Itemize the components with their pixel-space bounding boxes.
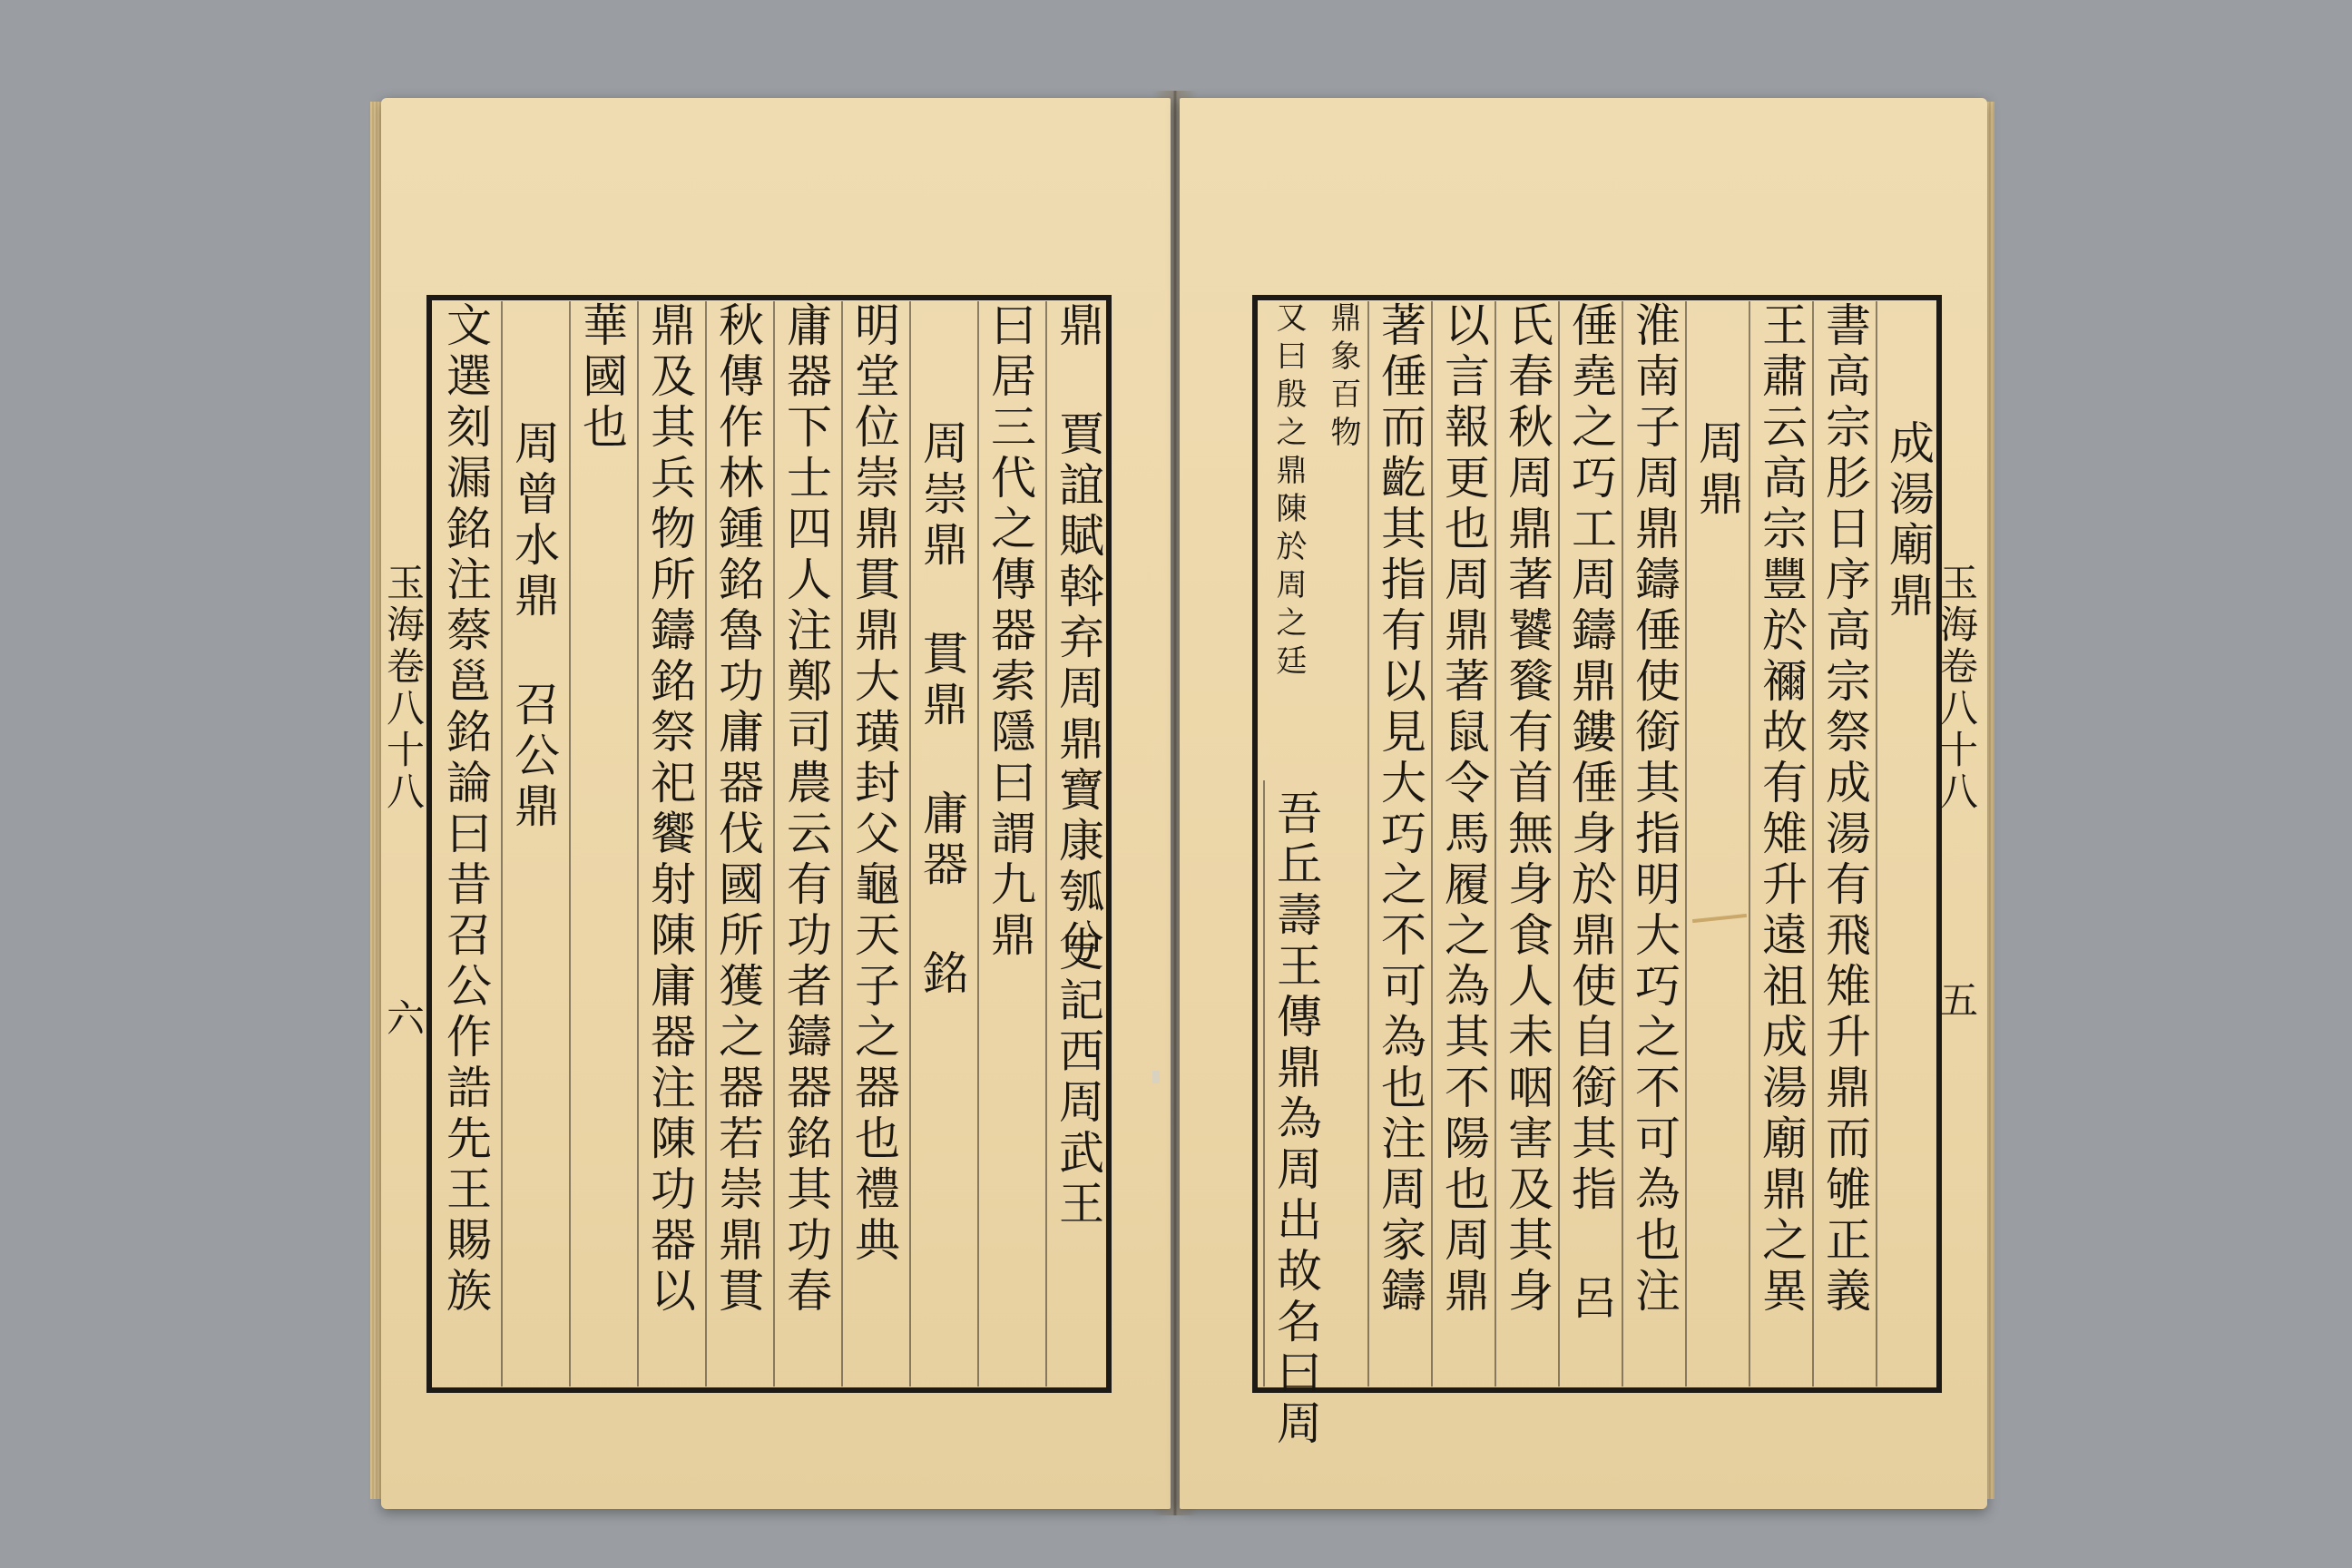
column-rule [1558,301,1560,1387]
left-col-10: 文選刻漏銘注蔡邕銘論曰昔召公作誥先王賜族 [439,301,492,1318]
right-col-2: 書高宗肜日序高宗祭成湯有飛雉升鼎而雊正義 [1818,301,1871,1318]
column-rule [841,301,843,1387]
right-col-9: 著倕而齕其指有以見大巧之不可為也注周家鑄 [1374,301,1426,1318]
column-rule [1812,301,1814,1387]
column-rule [909,301,911,1387]
column-rule [1045,301,1047,1387]
right-col-4: 周鼎 [1691,419,1744,521]
left-col-2: 曰居三代之傳器索隱曰謂九鼎 [984,301,1036,962]
left-col-1: 鼎 賈誼賦斡弃周鼎寶康瓠兮 [1052,301,1104,969]
right-col-1: 成湯廟鼎 [1882,419,1935,622]
right-col-11: 又曰殷之鼎陳於周之廷 [1270,301,1307,682]
left-banxin-title: 玉海卷八十八 [381,563,426,813]
left-col-8: 華國也 [575,301,628,454]
column-rule [569,301,571,1387]
left-page-number: 六 [381,998,426,1036]
column-rule [1494,301,1496,1387]
column-rule [1622,301,1623,1387]
column-rule [1431,301,1433,1387]
right-col-8: 以言報更也周鼎著鼠令馬履之為其不陽也周鼎 [1437,301,1490,1318]
right-col-10: 鼎象百物 [1325,301,1361,454]
right-col-7: 氏春秋周鼎著饕餮有首無身食人未咽害及其身 [1501,301,1553,1318]
column-rule [637,301,639,1387]
thread-mark [1152,1071,1160,1083]
right-col-12: 吾丘壽王傳鼎為周出故名曰周 [1269,789,1322,1450]
column-rule [1876,301,1877,1387]
left-col-4: 明堂位崇鼎貫鼎大璜封父龜天子之器也禮典 [848,301,900,1267]
right-col-5: 淮南子周鼎鑄倕使銜其指明大巧之不可為也注 [1628,301,1681,1318]
column-rule [1749,301,1750,1387]
left-col-1-tail: 史記西周武王 [1052,926,1104,1230]
right-page-number: 五 [1935,980,1979,1018]
column-rule [705,301,707,1387]
column-rule [1263,780,1265,1387]
left-col-5: 庸器下士四人注鄭司農云有功者鑄器銘其功春 [779,301,832,1318]
right-banxin-title: 玉海卷八十八 [1935,563,1979,813]
column-rule [501,301,503,1387]
left-col-7: 鼎及其兵物所鑄銘祭祀饗射陳庸器注陳功器以 [643,301,696,1318]
left-col-3: 周崇鼎 貫鼎 庸器 銘 [916,419,968,1000]
right-col-3: 王肅云高宗豐於禰故有雉升遠祖成湯廟鼎之異 [1755,301,1808,1318]
right-col-6: 倕堯之巧工周鑄鼎鏤倕身於鼎使自銜其指 呂 [1564,301,1617,1325]
column-rule [977,301,979,1387]
column-rule [1685,301,1687,1387]
column-rule [773,301,775,1387]
left-col-9: 周曾水鼎 召公鼎 [507,419,560,833]
left-col-6: 秋傳作林鍾銘魯功庸器伐國所獲之器若崇鼎貫 [711,301,764,1318]
